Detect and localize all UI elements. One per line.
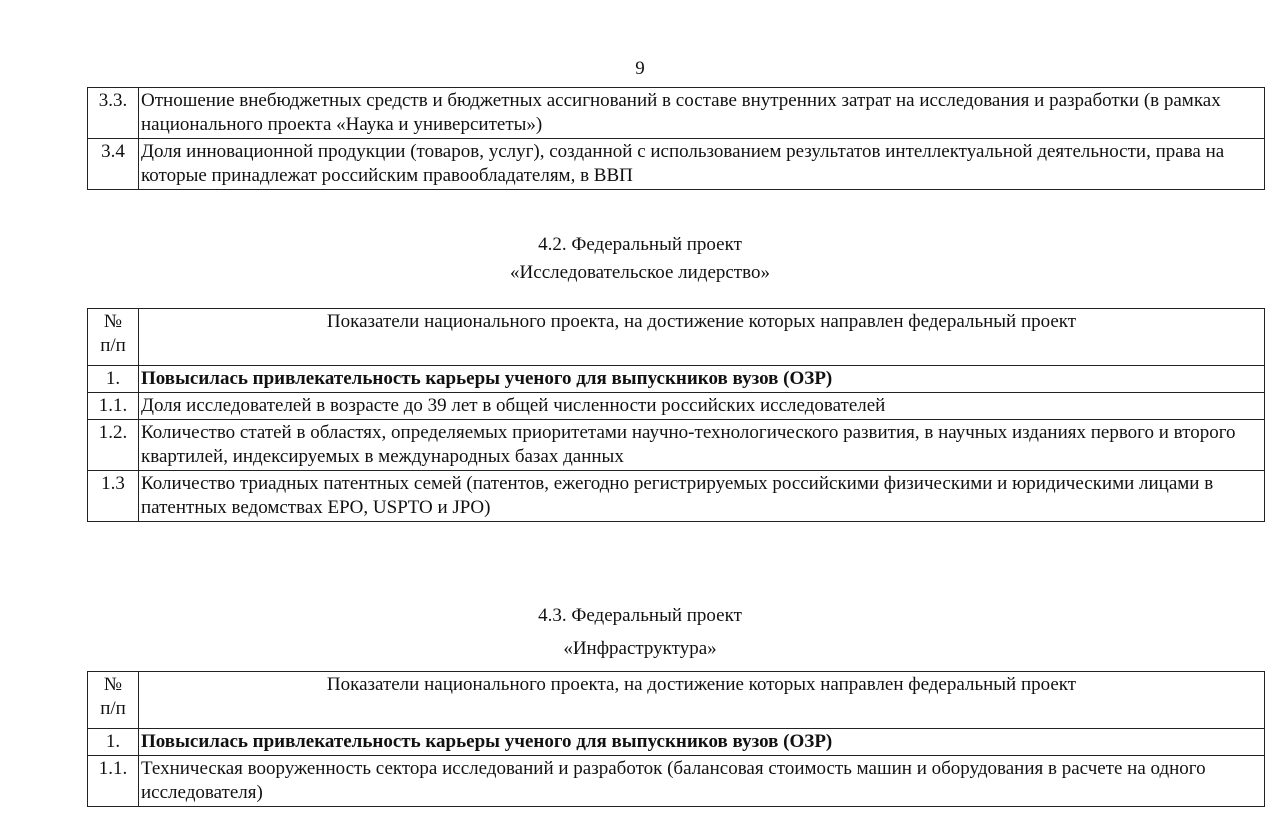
continuation-table [87, 87, 1265, 190]
row-number: 1.1. [88, 393, 139, 420]
column-header-indicators: Показатели национального проекта, на достижение которых направлен федеральный проект [139, 309, 1265, 366]
table-row [88, 139, 1265, 190]
table-row [88, 471, 1265, 522]
table-row [88, 366, 1265, 393]
row-text: Количество триадных патентных семей (патентов, ежегодно регистрируемых российскими физическими и юридическими лицами в патентных ведомствах EPO, USPTO и JPO) [139, 471, 1265, 522]
indicators-table-infrastructure [87, 671, 1265, 807]
table-header-row [88, 309, 1265, 366]
row-number: 3.4 [88, 139, 139, 190]
indicators-table-research-leadership [87, 308, 1265, 522]
table-row [88, 729, 1265, 756]
row-text: Повысилась привлекательность карьеры ученого для выпускников вузов (ОЗР) [139, 729, 1265, 756]
row-text: Доля инновационной продукции (товаров, услуг), созданной с использованием результатов интеллектуальной деятельности, права на которые принадлежат российским правообладателям, в ВВП [139, 139, 1265, 190]
header-number-abbr: п/п [100, 698, 126, 719]
column-header-number [88, 672, 139, 729]
section-heading: 4.3. Федеральный проект [538, 605, 742, 626]
page-number: 9 [635, 58, 645, 79]
row-number: 1.2. [88, 420, 139, 471]
column-header-number [88, 309, 139, 366]
row-number: 1. [88, 729, 139, 756]
row-number: 1.3 [88, 471, 139, 522]
row-number: 1.1. [88, 756, 139, 807]
table-header-row [88, 672, 1265, 729]
row-text: Количество статей в областях, определяемых приоритетами научно-технологического развития, в научных изданиях первого и второго квартилей, индексируемых в международных базах данных [139, 420, 1265, 471]
project-name: «Исследовательское лидерство» [510, 262, 770, 283]
header-number-sign: № [103, 674, 123, 695]
row-number: 1. [88, 366, 139, 393]
column-header-indicators: Показатели национального проекта, на достижение которых направлен федеральный проект [139, 672, 1265, 729]
project-name: «Инфраструктура» [563, 638, 717, 659]
header-number-abbr: п/п [100, 335, 126, 356]
table-row [88, 420, 1265, 471]
table-row [88, 756, 1265, 807]
table-row [88, 88, 1265, 139]
table-row [88, 393, 1265, 420]
row-text: Отношение внебюджетных средств и бюджетных ассигнований в составе внутренних затрат на исследования и разработки (в рамках национального проекта «Наука и университеты») [139, 88, 1265, 139]
row-text: Повысилась привлекательность карьеры ученого для выпускников вузов (ОЗР) [139, 366, 1265, 393]
row-text: Техническая вооруженность сектора исследований и разработок (балансовая стоимость машин и оборудования в расчете на одного исследователя) [139, 756, 1265, 807]
row-text: Доля исследователей в возрасте до 39 лет в общей численности российских исследователей [139, 393, 1265, 420]
header-number-sign: № [103, 311, 123, 332]
row-number: 3.3. [88, 88, 139, 139]
section-heading: 4.2. Федеральный проект [538, 234, 742, 255]
